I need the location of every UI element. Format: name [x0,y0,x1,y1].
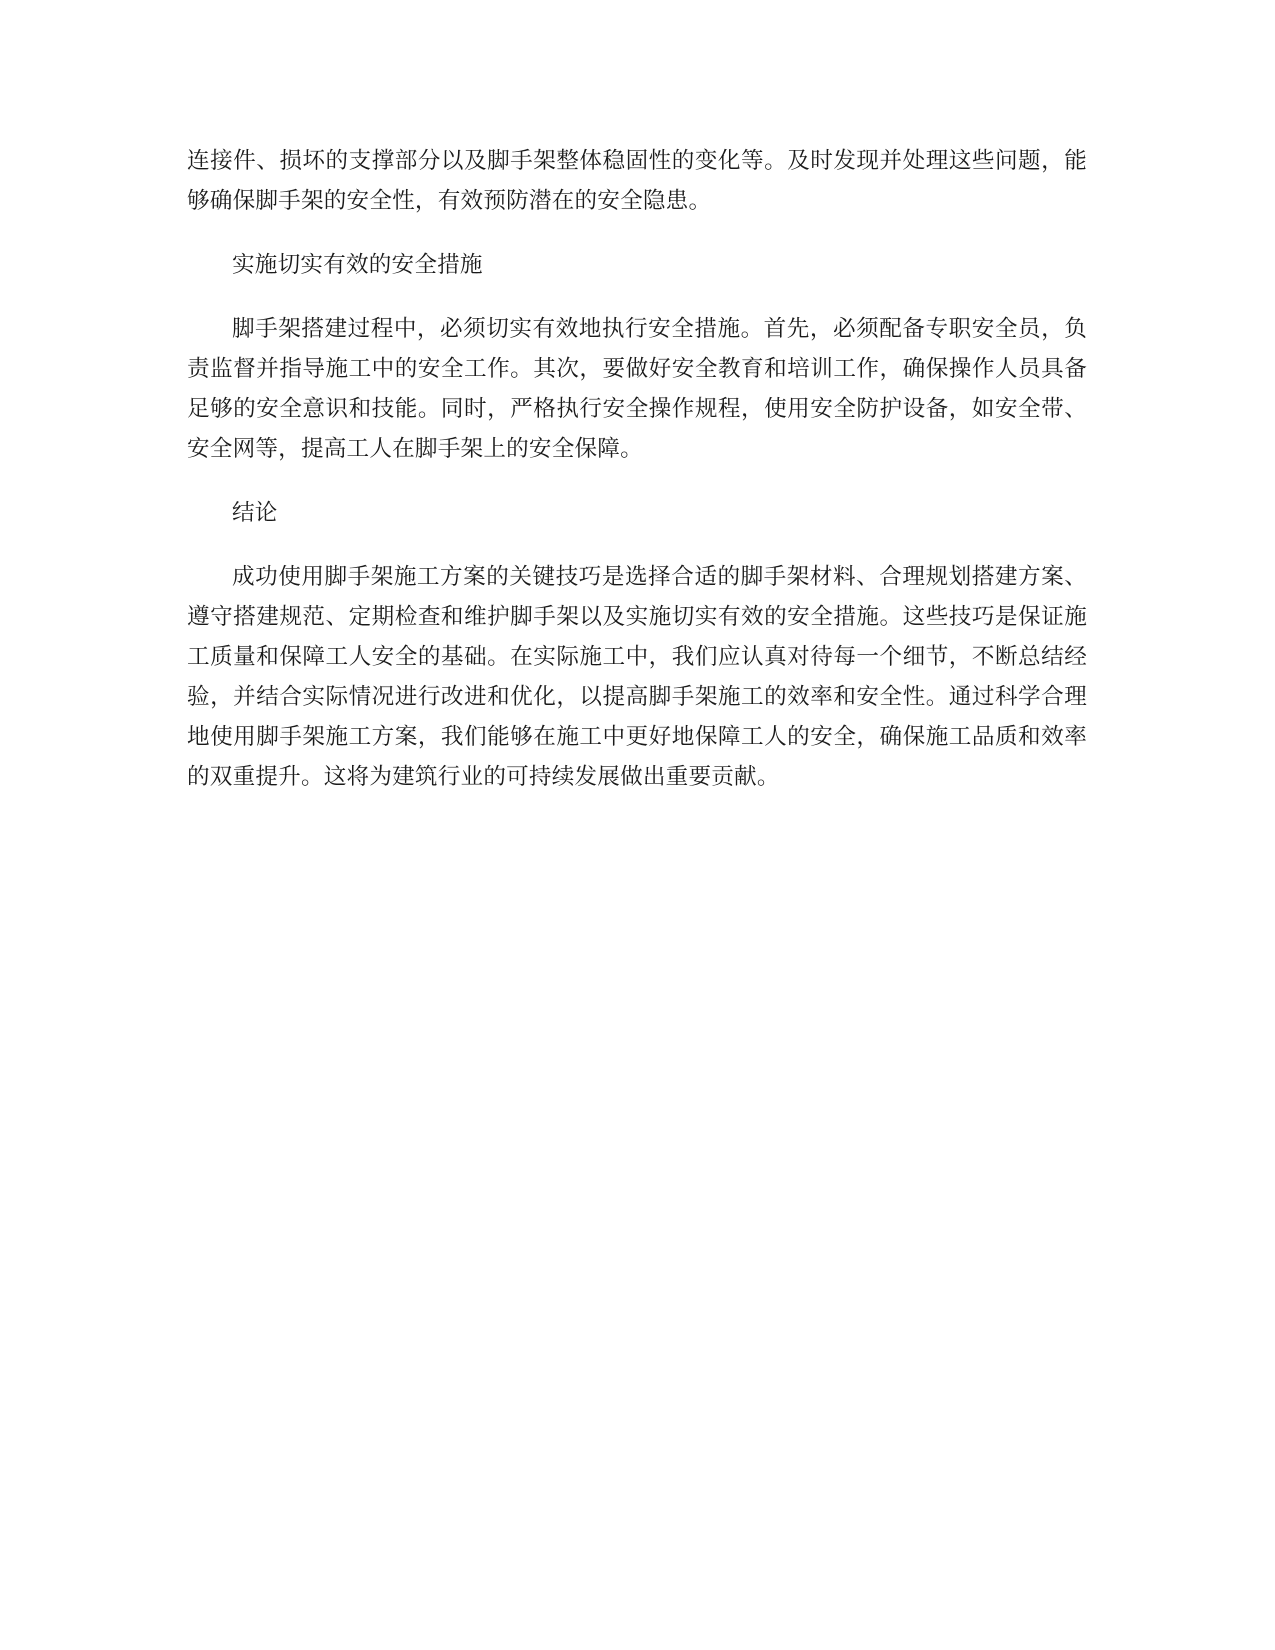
paragraph-safety-measures: 脚手架搭建过程中，必须切实有效地执行安全措施。首先，必须配备专职安全员，负责监督并指导施工中的安全工作。其次，要做好安全教育和培训工作，确保操作人员具备足够的安全意识和技能。同时，严格执行安全操作规程，使用安全防护设备，如安全带、安全网等，提高工人在脚手架上的安全保障。 [187,316,1087,462]
paragraph-conclusion: 成功使用脚手架施工方案的关键技巧是选择合适的脚手架材料、合理规划搭建方案、遵守搭建规范、定期检查和维护脚手架以及实施切实有效的安全措施。这些技巧是保证施工质量和保障工人安全的基础。在实际施工中，我们应认真对待每一个细节，不断总结经验，并结合实际情况进行改进和优化，以提高脚手架施工的效率和安全性。通过科学合理地使用脚手架施工方案，我们能够在施工中更好地保障工人的安全，确保施工品质和效率的双重提升。这将为建筑行业的可持续发展做出重要贡献。 [187,564,1087,790]
section-heading-safety-measures: 实施切实有效的安全措施 [232,252,483,278]
document-body [187,141,1087,821]
section-heading-conclusion: 结论 [232,500,278,526]
paragraph-inspection-continued: 连接件、损坏的支撑部分以及脚手架整体稳固性的变化等。及时发现并处理这些问题，能够确保脚手架的安全性，有效预防潜在的安全隐患。 [187,148,1087,214]
